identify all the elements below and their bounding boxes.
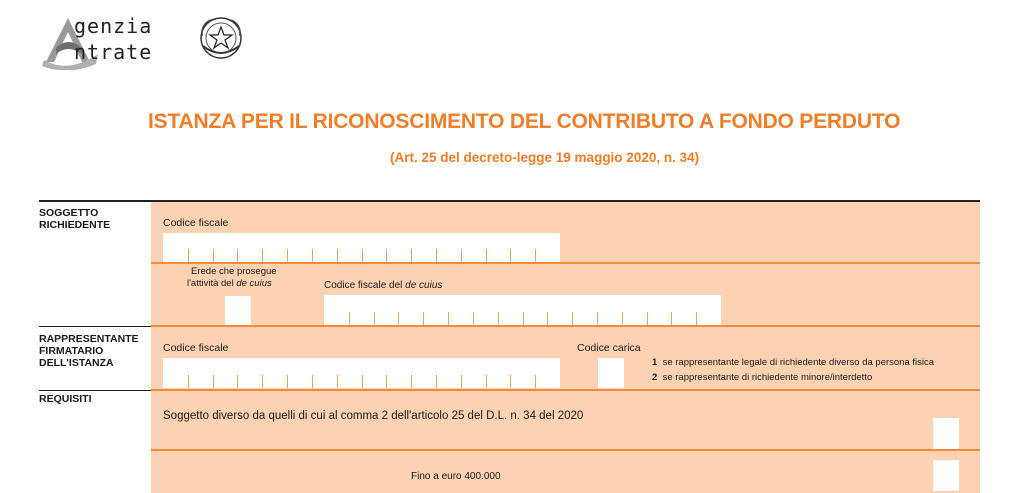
char-separator bbox=[386, 249, 387, 262]
char-separator bbox=[349, 312, 350, 325]
codice-fiscale-input[interactable] bbox=[163, 233, 560, 262]
codice-carica-option-2: 2 se rappresentante di richiedente minore/interdetto bbox=[652, 372, 873, 383]
section-divider bbox=[39, 326, 151, 327]
rappresentante-codice-fiscale-label: Codice fiscale bbox=[163, 342, 229, 354]
char-separator bbox=[448, 312, 449, 325]
char-separator bbox=[411, 375, 412, 388]
char-separator bbox=[622, 312, 623, 325]
erede-checkbox[interactable] bbox=[225, 296, 251, 325]
char-separator bbox=[486, 249, 487, 262]
erede-label: Erede che prosegue l'attività del de cuius bbox=[187, 266, 277, 289]
char-separator bbox=[312, 249, 313, 262]
page-title: ISTANZA PER IL RICONOSCIMENTO DEL CONTRIBUTO A FONDO PERDUTO bbox=[148, 110, 901, 133]
char-separator bbox=[473, 312, 474, 325]
agenzia-entrate-logo bbox=[38, 14, 248, 70]
char-separator bbox=[597, 312, 598, 325]
char-separator bbox=[523, 312, 524, 325]
row-divider bbox=[151, 262, 980, 264]
section-divider bbox=[39, 390, 151, 391]
char-separator bbox=[486, 375, 487, 388]
codice-carica-label: Codice carica bbox=[577, 342, 641, 354]
codice-carica-input[interactable] bbox=[598, 358, 624, 388]
char-separator bbox=[696, 312, 697, 325]
char-separator bbox=[398, 312, 399, 325]
char-separator bbox=[188, 249, 189, 262]
char-separator bbox=[362, 375, 363, 388]
char-separator bbox=[510, 249, 511, 262]
fino-a-euro-label: Fino a euro 400.000 bbox=[411, 471, 501, 482]
char-separator bbox=[262, 375, 263, 388]
char-separator bbox=[535, 375, 536, 388]
char-separator bbox=[510, 375, 511, 388]
char-separator bbox=[262, 249, 263, 262]
logo-word-genzia: genzia bbox=[74, 14, 153, 38]
char-separator bbox=[312, 375, 313, 388]
char-separator bbox=[535, 249, 536, 262]
char-separator bbox=[572, 312, 573, 325]
soggetto-diverso-label: Soggetto diverso da quelli di cui al comma 2 dell'articolo 25 del D.L. n. 34 del 2020 bbox=[163, 410, 584, 422]
char-separator bbox=[237, 375, 238, 388]
char-separator bbox=[362, 249, 363, 262]
codice-fiscale-label: Codice fiscale bbox=[163, 217, 229, 229]
char-separator bbox=[461, 249, 462, 262]
soggetto-diverso-checkbox[interactable] bbox=[933, 418, 959, 449]
row-divider bbox=[151, 449, 980, 451]
char-separator bbox=[287, 249, 288, 262]
char-separator bbox=[213, 249, 214, 262]
char-separator bbox=[423, 312, 424, 325]
rappresentante-codice-fiscale-input[interactable] bbox=[163, 358, 560, 388]
row-divider bbox=[151, 325, 980, 327]
char-separator bbox=[287, 375, 288, 388]
char-separator bbox=[498, 312, 499, 325]
char-separator bbox=[374, 312, 375, 325]
char-separator bbox=[411, 249, 412, 262]
section-label-rappresentante: RAPPRESENTANTE FIRMATARIO DELL'ISTANZA bbox=[39, 333, 139, 369]
codice-carica-option-1: 1 se rappresentante legale di richiedente diverso da persona fisica bbox=[652, 357, 935, 368]
cf-de-cuius-label: Codice fiscale del de cuius bbox=[324, 280, 443, 291]
codice-fiscale-de-cuius-input[interactable] bbox=[324, 295, 721, 325]
char-separator bbox=[337, 249, 338, 262]
char-separator bbox=[671, 312, 672, 325]
section-label-requisiti: REQUISITI bbox=[39, 393, 92, 405]
section-label-soggetto: SOGGETTO RICHIEDENTE bbox=[39, 207, 111, 231]
char-separator bbox=[436, 249, 437, 262]
char-separator bbox=[647, 312, 648, 325]
char-separator bbox=[188, 375, 189, 388]
row-divider bbox=[151, 389, 980, 391]
page-subtitle: (Art. 25 del decreto-legge 19 maggio 2020, n. 34) bbox=[390, 150, 700, 165]
char-separator bbox=[461, 375, 462, 388]
char-separator bbox=[386, 375, 387, 388]
fino-a-euro-checkbox[interactable] bbox=[933, 460, 959, 491]
logo-word-ntrate: ntrate bbox=[74, 40, 153, 64]
section-divider bbox=[39, 200, 980, 202]
char-separator bbox=[237, 249, 238, 262]
char-separator bbox=[337, 375, 338, 388]
char-separator bbox=[436, 375, 437, 388]
char-separator bbox=[213, 375, 214, 388]
char-separator bbox=[547, 312, 548, 325]
